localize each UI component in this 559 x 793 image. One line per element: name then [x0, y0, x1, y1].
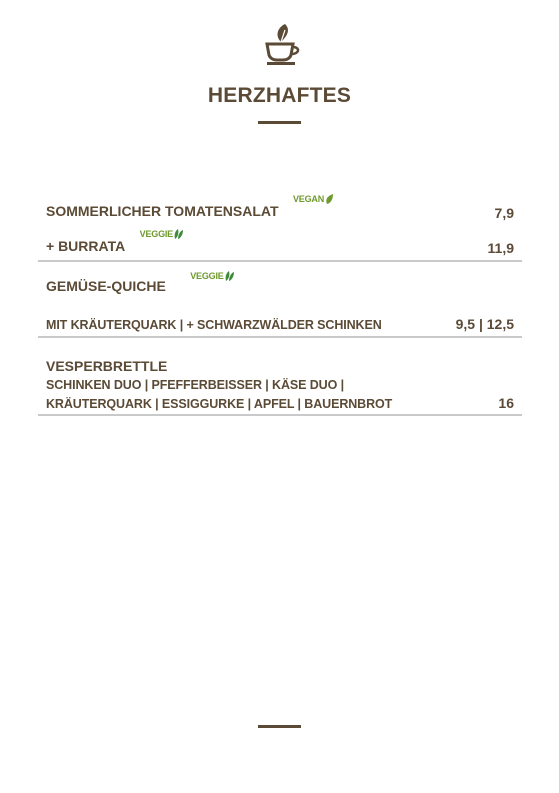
- footer-rule: [258, 725, 301, 728]
- leaf-icon: [325, 194, 333, 204]
- item-description-line: [38, 392, 522, 411]
- item-name: SOMMERLICHER TOMATENSALAT: [46, 203, 279, 219]
- menu-list: [38, 196, 522, 416]
- item-price: 9,5 | 12,5: [455, 316, 514, 332]
- item-description: KRÄUTERQUARK | ESSIGGURKE | APFEL | BAUERNBROT: [46, 397, 393, 411]
- menu-item-quiche: [38, 262, 522, 296]
- item-name: + BURRATA: [46, 238, 126, 254]
- item-name: VESPERBRETTLE: [46, 358, 168, 374]
- item-description-line: [38, 374, 522, 392]
- menu-item-burrata: [38, 221, 522, 256]
- item-price: 16: [498, 395, 514, 411]
- veggie-badge: VEGGIE: [190, 271, 233, 281]
- divider: [38, 414, 522, 416]
- title-underline: [258, 121, 301, 124]
- vegan-badge: VEGAN: [293, 194, 333, 204]
- menu-item-vesperbrettle: [38, 338, 522, 374]
- menu-item-quiche-options: [38, 296, 522, 332]
- item-description: MIT KRÄUTERQUARK | + SCHWARZWÄLDER SCHINKEN: [46, 318, 382, 332]
- leaf-icon: [225, 271, 234, 281]
- veggie-badge: VEGGIE: [140, 229, 183, 239]
- item-price: 7,9: [494, 205, 514, 221]
- menu-item-tomatensalat: [38, 196, 522, 221]
- coffee-cup-leaf-icon: [263, 22, 303, 66]
- item-price: 11,9: [487, 240, 514, 256]
- page-title: HERZHAFTES: [207, 84, 352, 107]
- leaf-icon: [174, 229, 183, 239]
- item-name: GEMÜSE-QUICHE: [46, 278, 166, 294]
- item-description: SCHINKEN DUO | PFEFFERBEISSER | KÄSE DUO |: [46, 378, 344, 392]
